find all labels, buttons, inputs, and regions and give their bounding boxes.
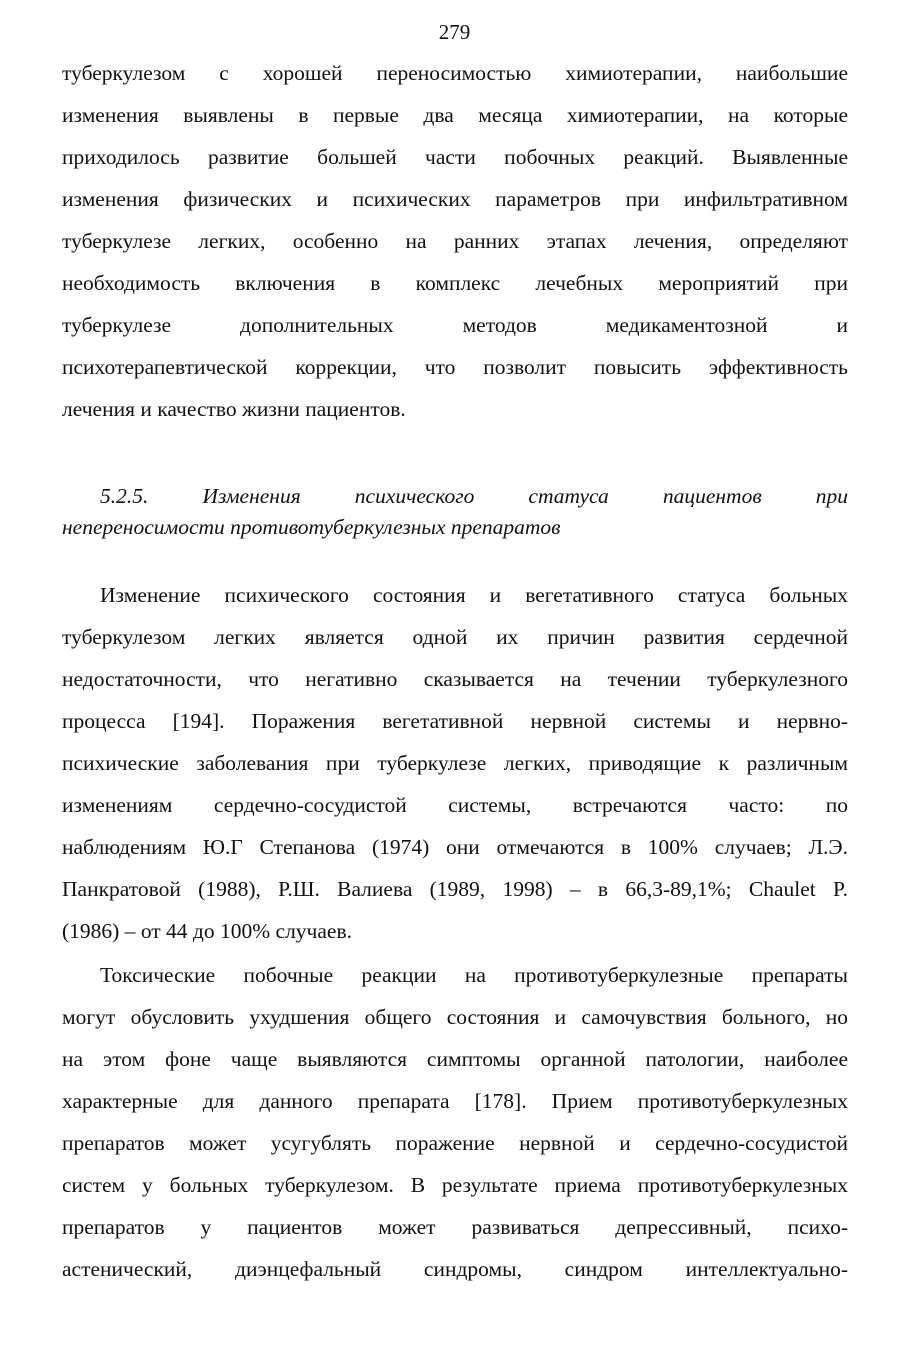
paragraph-vegetative-status [62,574,848,952]
text-line: недостаточности, что негативно сказывается на течении туберкулезного [62,667,848,691]
text-line: Панкратовой (1988), Р.Ш. Валиева (1989, 1998) – в 66,3-89,1%; Chaulet P. [62,877,848,901]
text-line: наблюдениям Ю.Г Степанова (1974) они отмечаются в 100% случаев; Л.Э. [62,835,848,859]
text-line: психические заболевания при туберкулезе легких, приводящие к различным [62,751,848,775]
text-line: Токсические побочные реакции на противотуберкулезные препараты [100,963,848,987]
text-line: систем у больных туберкулезом. В результате приема противотуберкулезных [62,1173,848,1197]
paragraph-continuation [62,52,848,430]
paragraph-toxic-reactions [62,954,848,1290]
text-line: туберкулезе дополнительных методов медикаментозной и [62,313,848,337]
text-line: препаратов может усугублять поражение нервной и сердечно-сосудистой [62,1131,848,1155]
section-heading-line: непереносимости противотуберкулезных препаратов [62,515,561,539]
text-line: могут обусловить ухудшения общего состояния и самочувствия больного, но [62,1005,848,1029]
text-line: процесса [194]. Поражения вегетативной нервной системы и нервно- [62,709,848,733]
text-line: изменениям сердечно-сосудистой системы, встречаются часто: по [62,793,848,817]
page-number: 279 [438,20,471,44]
text-line: туберкулезом с хорошей переносимостью химиотерапии, наибольшие [62,61,848,85]
text-line: приходилось развитие большей части побочных реакций. Выявленные [62,145,848,169]
text-line: (1986) – от 44 до 100% случаев. [62,919,352,943]
text-line: изменения выявлены в первые два месяца химиотерапии, на которые [62,103,848,127]
text-line: изменения физических и психических параметров при инфильтративном [62,187,848,211]
text-line: на этом фоне чаще выявляются симптомы органной патологии, наиболее [62,1047,848,1071]
text-line: препаратов у пациентов может развиваться депрессивный, психо- [62,1215,848,1239]
text-line: лечения и качество жизни пациентов. [62,397,406,421]
text-line: характерные для данного препарата [178]. Прием противотуберкулезных [62,1089,848,1113]
text-line: психотерапевтической коррекции, что позволит повысить эффективность [62,355,848,379]
section-heading [62,481,848,543]
text-line: туберкулезе легких, особенно на ранних этапах лечения, определяют [62,229,848,253]
text-line: Изменение психического состояния и вегетативного статуса больных [100,583,848,607]
text-line: туберкулезом легких является одной их причин развития сердечной [62,625,848,649]
text-line: необходимость включения в комплекс лечебных мероприятий при [62,271,848,295]
text-line: астенический, диэнцефальный синдромы, синдром интеллектуально- [62,1257,848,1281]
section-heading-line: 5.2.5. Изменения психического статуса пациентов при [100,484,848,508]
